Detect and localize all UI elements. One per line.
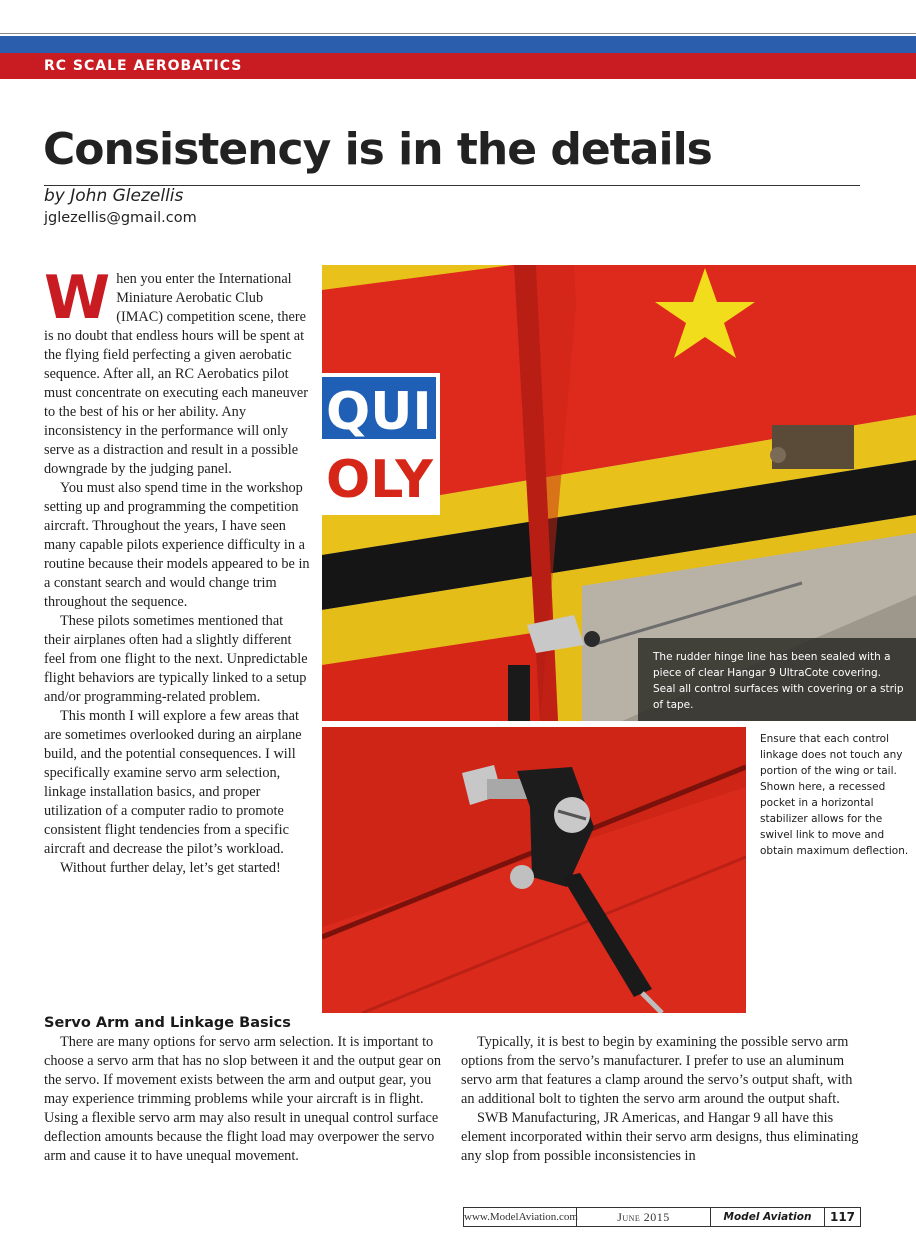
body-paragraph: SWB Manufacturing, JR Americas, and Hangar 9 all have this element incorporated within their servo arm designs, thus eliminating any slop from possible inconsistencies in	[461, 1110, 859, 1164]
body-paragraph: These pilots sometimes mentioned that their airplanes often had a slightly different feel from one flight to the next. Unpredictable flight behaviors are typically linked to a setup and/or programming-related problem.	[44, 613, 308, 705]
intro-column	[44, 263, 312, 878]
rudder-photo-caption: The rudder hinge line has been sealed with a piece of clear Hangar 9 UltraCote covering. Seal all control surfaces with covering or a strip of tape.	[638, 638, 916, 721]
body-paragraph: There are many options for servo arm selection. It is important to choose a servo arm that has no slop between it and the output gear on the servo. If movement exists between the arm and output gear, you may experience trimming problems while your aircraft is in flight. Using a flexible servo arm may also result in unequal control surface deflection amounts because the flight load may overpower the servo arm and cause it to have unequal movement.	[44, 1034, 442, 1164]
section-subhead: Servo Arm and Linkage Basics	[44, 1015, 291, 1031]
section-left-column	[44, 1014, 442, 1166]
footer-magazine: Model Aviation	[711, 1208, 825, 1226]
page-number: 117	[829, 1210, 856, 1224]
decal-text-bottom: OLY	[326, 450, 433, 510]
body-paragraph: Without further delay, let’s get started!	[60, 860, 281, 876]
body-paragraph: You must also spend time in the workshop setting up and programming the competition aircraft. Throughout the years, I have seen many capable pilots experience difficulty in a routine because their models appeared to be in a constant search and would change trim throughout the sequence.	[44, 480, 310, 610]
top-rule	[0, 33, 916, 34]
decal-text-top: QUI	[326, 382, 432, 442]
drop-cap: W	[44, 263, 111, 333]
body-paragraph: Typically, it is best to begin by examining the possible servo arm options from the servo’s manufacturer. I prefer to use an aluminum servo arm that features a clamp around the servo’s output shaft, with an additional bolt to tighten the servo arm around the output shaft.	[461, 1034, 853, 1107]
article-title: Consistency is in the details	[43, 124, 712, 175]
section-label: RC SCALE AEROBATICS	[44, 58, 243, 74]
intro-paragraph	[44, 263, 312, 479]
body-paragraph: This month I will explore a few areas that are sometimes overlooked during an airplane build, and the potential consequences. I will specifically examine servo arm selection, linkage installation basics, and proper utilization of a computer radio to promote consistent flight tendencies from a specific aircraft and decrease the pilot’s workload.	[44, 708, 302, 857]
linkage-photo-illustration	[322, 727, 746, 1013]
page-footer	[463, 1207, 861, 1227]
byline: by John Glezellis	[44, 186, 184, 206]
linkage-photo-caption: Ensure that each control linkage does not touch any portion of the wing or tail. Shown here, a recessed pocket in a horizontal stabilizer allows for the swivel link to move and obtain maximum deflection.	[760, 733, 909, 857]
footer-url: www.ModelAviation.com	[464, 1208, 577, 1226]
linkage-photo	[322, 727, 746, 1013]
footer-date: June 2015	[577, 1208, 711, 1226]
section-right-column	[461, 1033, 861, 1166]
intro-text: hen you enter the International Miniature Aerobatic Club (IMAC) competition scene, there is no doubt that endless hours will be spent at the flying field perfecting a given aerobatic sequence. After all, an RC Aerobatics pilot must concentrate on executing each maneuver to the best of his or her ability. Any inconsistency in the performance will only serve as a distraction and result in a possible downgrade by the judging panel.	[44, 271, 308, 477]
header-blue-band	[0, 36, 916, 53]
author-email: jglezellis@gmail.com	[44, 210, 197, 226]
